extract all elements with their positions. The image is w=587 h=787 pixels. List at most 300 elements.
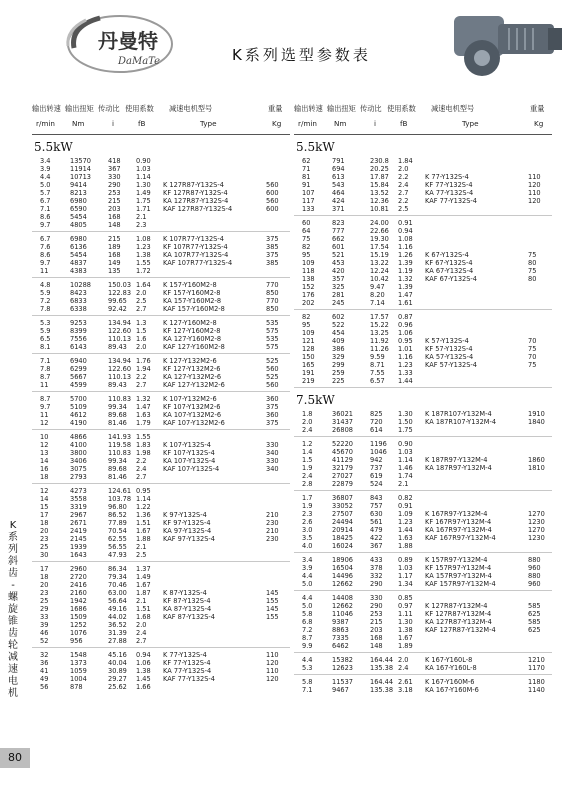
speed-cell: 56	[40, 683, 49, 691]
speed-cell: 8.7	[302, 634, 313, 642]
header-ratio: 传动比	[360, 104, 382, 113]
ratio-cell: 44.02	[108, 613, 127, 621]
ratio-cell: 77.89	[108, 519, 127, 527]
speed-cell: 11	[40, 267, 49, 275]
type-model: KA 187R107-Y132M-4	[425, 418, 497, 426]
ratio-cell: 825	[370, 410, 383, 418]
sf-cell: 0.96	[398, 321, 413, 329]
table-row	[294, 283, 552, 291]
type-model: K 97-Y132S-4	[163, 511, 207, 519]
sf-cell: 2.2	[398, 197, 409, 205]
sf-cell: 1.03	[398, 564, 413, 572]
speed-cell: 3.4	[302, 556, 313, 564]
sf-cell: 2.7	[398, 189, 409, 197]
sf-cell: 1.06	[136, 659, 151, 667]
table-row	[294, 518, 552, 526]
model-group	[32, 157, 290, 232]
sf-cell: 1.38	[136, 667, 151, 675]
ratio-cell: 47.93	[108, 551, 127, 559]
table-row	[32, 683, 290, 691]
ratio-cell: 13.22	[370, 259, 389, 267]
model-group	[32, 395, 290, 430]
torque-cell: 878	[70, 683, 83, 691]
torque-cell: 8213	[70, 189, 87, 197]
sf-cell: 1.64	[136, 281, 151, 289]
sf-cell: 1.39	[398, 283, 413, 291]
type-weight: 1230	[528, 518, 545, 526]
table-row	[32, 373, 290, 381]
table-row	[294, 534, 552, 542]
speed-cell: 1.8	[302, 410, 313, 418]
type-model: K 167-Y160M-6	[425, 678, 475, 686]
speed-cell: 5.0	[302, 580, 313, 588]
type-model: KA 77-Y132S-4	[425, 189, 474, 197]
header-torque: 输出扭矩	[327, 104, 356, 113]
type-model: KAF 167R97-Y132M-4	[425, 534, 496, 542]
table-row	[294, 602, 552, 610]
table-row	[294, 345, 552, 353]
torque-cell: 6980	[70, 197, 87, 205]
unit-type: Type	[200, 119, 217, 128]
torque-cell: 2416	[70, 581, 87, 589]
table-row	[294, 291, 552, 299]
torque-cell: 10288	[70, 281, 91, 289]
torque-cell: 41129	[332, 456, 353, 464]
torque-cell: 9253	[70, 319, 87, 327]
type-weight: 960	[528, 564, 541, 572]
speed-cell: 7.2	[302, 626, 313, 634]
torque-cell: 1509	[70, 613, 87, 621]
type-weight: 70	[528, 337, 537, 345]
torque-cell: 10713	[70, 173, 91, 181]
table-row	[294, 235, 552, 243]
type-weight: 560	[266, 181, 279, 189]
speed-cell: 20	[40, 581, 49, 589]
speed-cell: 15	[40, 503, 49, 511]
model-group	[294, 219, 552, 310]
header-sf: 使用系数	[387, 104, 416, 113]
unit-ratio: i	[374, 119, 376, 128]
ratio-cell: 15.19	[370, 251, 389, 259]
torque-cell: 36021	[332, 410, 353, 418]
sf-cell: 1.19	[398, 267, 413, 275]
ratio-cell: 614	[370, 426, 383, 434]
sf-cell: 1.34	[398, 580, 413, 588]
speed-cell: 17	[40, 511, 49, 519]
table-row	[294, 181, 552, 189]
ratio-cell: 29.27	[108, 675, 127, 683]
type-model: KA 87-Y132S-4	[163, 605, 212, 613]
ratio-cell: 737	[370, 464, 383, 472]
type-model: KA 157-Y160M2-8	[163, 297, 222, 305]
header-sf: 使用系数	[125, 104, 154, 113]
brand-logo	[60, 8, 190, 78]
speed-cell: 16	[40, 465, 49, 473]
torque-cell: 2671	[70, 519, 87, 527]
selection-table	[32, 100, 552, 776]
speed-cell: 64	[302, 227, 311, 235]
speed-cell: 71	[302, 165, 311, 173]
sf-cell: 1.03	[136, 165, 151, 173]
type-weight: 585	[528, 602, 541, 610]
speed-cell: 6.7	[40, 197, 51, 205]
table-row	[32, 629, 290, 637]
side-label-char: -	[11, 580, 15, 591]
sf-cell: 1.55	[136, 259, 151, 267]
gearmotor-image	[448, 6, 568, 80]
table-row	[294, 227, 552, 235]
torque-cell: 956	[70, 637, 83, 645]
speed-cell: 3.9	[302, 564, 313, 572]
type-model: KA 107-Y132M2-6	[163, 411, 222, 419]
type-weight: 880	[528, 556, 541, 564]
torque-cell: 11914	[70, 165, 91, 173]
ratio-cell: 149	[108, 259, 121, 267]
sf-cell: 1.03	[398, 448, 413, 456]
side-label-char: K	[9, 520, 17, 531]
sf-cell: 1.55	[136, 433, 151, 441]
sf-cell: 0.91	[398, 219, 413, 227]
torque-cell: 18906	[332, 556, 353, 564]
sf-cell: 2.2	[136, 457, 147, 465]
model-group	[294, 410, 552, 437]
table-row	[32, 659, 290, 667]
torque-cell: 454	[332, 329, 345, 337]
torque-cell: 694	[332, 165, 345, 173]
sf-cell: 1.49	[136, 573, 151, 581]
sf-cell: 2.1	[136, 597, 147, 605]
table-row	[294, 472, 552, 480]
torque-cell: 4805	[70, 221, 87, 229]
type-model: KF 157-Y160M2-8	[163, 289, 221, 297]
type-model: KF 97-Y132S-4	[163, 519, 211, 527]
speed-cell: 4.0	[302, 542, 313, 550]
ratio-cell: 135.38	[370, 686, 394, 694]
type-model: KAF 127-Y160M2-8	[163, 343, 225, 351]
table-row	[294, 321, 552, 329]
speed-cell: 5.8	[302, 610, 313, 618]
ratio-cell: 8.20	[370, 291, 385, 299]
torque-cell: 4273	[70, 487, 87, 495]
torque-cell: 225	[332, 377, 345, 385]
ratio-cell: 215	[370, 618, 383, 626]
table-row	[32, 503, 290, 511]
table-row	[32, 605, 290, 613]
type-weight: 145	[266, 589, 279, 597]
speed-cell: 4.8	[40, 281, 51, 289]
table-row	[32, 259, 290, 267]
type-weight: 850	[266, 305, 279, 313]
ratio-cell: 110.83	[108, 395, 132, 403]
type-model: KF 127R87-Y132M-4	[425, 610, 492, 618]
torque-cell: 613	[332, 173, 345, 181]
speed-cell: 52	[40, 637, 49, 645]
type-weight: 1840	[528, 418, 545, 426]
header-torque: 输出扭矩	[65, 104, 94, 113]
ratio-cell: 367	[370, 542, 383, 550]
speed-cell: 33	[40, 613, 49, 621]
ratio-cell: 19.30	[370, 235, 389, 243]
sf-cell: 1.47	[398, 291, 413, 299]
type-weight: 575	[266, 327, 279, 335]
table-row	[294, 377, 552, 385]
speed-cell: 8.7	[40, 373, 51, 381]
sf-cell: 2.0	[136, 343, 147, 351]
ratio-cell: 56.55	[108, 543, 127, 551]
ratio-cell: 150.03	[108, 281, 132, 289]
ratio-cell: 7.14	[370, 299, 385, 307]
ratio-cell: 96.80	[108, 503, 127, 511]
speed-cell: 25	[40, 597, 49, 605]
model-group	[294, 157, 552, 216]
table-row	[294, 580, 552, 588]
ratio-cell: 89.43	[108, 343, 127, 351]
type-weight: 585	[528, 618, 541, 626]
ratio-cell: 79.34	[108, 573, 127, 581]
unit-weight: Kg	[534, 119, 544, 128]
side-label-char: 旋	[8, 604, 18, 615]
type-weight: 75	[528, 345, 537, 353]
sf-cell: 1.5	[136, 327, 147, 335]
table-row	[294, 173, 552, 181]
table-row	[294, 251, 552, 259]
sf-cell: 2.5	[136, 297, 147, 305]
table-row	[294, 664, 552, 672]
table-row	[294, 510, 552, 518]
type-weight: 1270	[528, 510, 545, 518]
ratio-cell: 22.66	[370, 227, 389, 235]
type-model: KA 107-Y132S-4	[163, 457, 216, 465]
side-label	[6, 520, 20, 700]
sf-cell: 0.95	[136, 487, 151, 495]
torque-cell: 4837	[70, 259, 87, 267]
ratio-cell: 13.52	[370, 189, 389, 197]
speed-cell: 60	[302, 219, 311, 227]
torque-cell: 1942	[70, 597, 87, 605]
type-model: KA 127R87-Y132S-4	[163, 197, 229, 205]
sf-cell: 1.33	[398, 369, 413, 377]
type-model: KF 77-Y132S-4	[163, 659, 211, 667]
type-weight: 360	[266, 411, 279, 419]
torque-cell: 22879	[332, 480, 353, 488]
torque-cell: 8863	[332, 626, 349, 634]
torque-cell: 7556	[70, 335, 87, 343]
sf-cell: 1.76	[136, 357, 151, 365]
type-model: K 167R97-Y132M-4	[425, 510, 488, 518]
table-row	[32, 613, 290, 621]
sf-cell: 1.88	[136, 535, 151, 543]
speed-cell: 14	[40, 457, 49, 465]
header-type: 减速电机型号	[431, 104, 475, 113]
table-row	[32, 527, 290, 535]
torque-cell: 386	[332, 345, 345, 353]
torque-cell: 16024	[332, 542, 353, 550]
ratio-cell: 1196	[370, 440, 387, 448]
table-row	[32, 381, 290, 389]
type-weight: 1180	[528, 678, 545, 686]
speed-cell: 17	[40, 565, 49, 573]
speed-cell: 2.6	[302, 518, 313, 526]
speed-cell: 7.8	[40, 305, 51, 313]
table-row	[294, 329, 552, 337]
table-row	[294, 448, 552, 456]
speed-cell: 8.1	[40, 343, 51, 351]
speed-cell: 82	[302, 243, 311, 251]
page-header	[0, 0, 587, 88]
torque-cell: 5667	[70, 373, 87, 381]
type-weight: 340	[266, 449, 279, 457]
speed-cell: 10	[40, 433, 49, 441]
torque-cell: 2160	[70, 589, 87, 597]
sf-cell: 1.84	[398, 157, 413, 165]
table-row	[294, 656, 552, 664]
type-weight: 385	[266, 259, 279, 267]
sf-cell: 3.18	[398, 686, 413, 694]
table-row	[32, 621, 290, 629]
ratio-cell: 619	[370, 472, 383, 480]
sf-cell: 2.7	[136, 637, 147, 645]
type-model: KF 127R87-Y132S-4	[163, 189, 228, 197]
sf-cell: 1.32	[398, 275, 413, 283]
sf-cell: 1.49	[136, 189, 151, 197]
speed-cell: 7.1	[302, 686, 313, 694]
table-row	[32, 637, 290, 645]
torque-cell: 5700	[70, 395, 87, 403]
torque-cell: 52220	[332, 440, 353, 448]
unit-torque: Nm	[72, 119, 85, 128]
torque-cell: 329	[332, 353, 345, 361]
speed-cell: 2.4	[302, 472, 313, 480]
type-weight: 110	[266, 651, 279, 659]
sf-cell: 2.1	[398, 480, 409, 488]
speed-cell: 8.6	[40, 251, 51, 259]
torque-cell: 6940	[70, 357, 87, 365]
speed-cell: 39	[40, 621, 49, 629]
ratio-cell: 89.68	[108, 465, 127, 473]
ratio-cell: 524	[370, 480, 383, 488]
sf-cell: 1.45	[136, 675, 151, 683]
unit-type: Type	[462, 119, 479, 128]
table-row	[294, 502, 552, 510]
torque-cell: 5454	[70, 213, 87, 221]
torque-cell: 791	[332, 157, 345, 165]
table-row	[32, 403, 290, 411]
speed-cell: 8.7	[40, 395, 51, 403]
sf-cell: 1.66	[136, 683, 151, 691]
torque-cell: 464	[332, 189, 345, 197]
sf-cell: 1.72	[136, 267, 151, 275]
speed-cell: 30	[40, 551, 49, 559]
torque-cell: 4599	[70, 381, 87, 389]
sf-cell: 1.16	[398, 243, 413, 251]
table-row	[294, 618, 552, 626]
sf-cell: 1.98	[136, 449, 151, 457]
type-weight: 1270	[528, 526, 545, 534]
table-row	[32, 267, 290, 275]
speed-cell: 5.9	[40, 327, 51, 335]
sf-cell: 1.26	[398, 251, 413, 259]
type-weight: 375	[266, 403, 279, 411]
torque-cell: 36807	[332, 494, 353, 502]
table-row	[294, 361, 552, 369]
torque-cell: 2960	[70, 565, 87, 573]
ratio-cell: 110.13	[108, 373, 132, 381]
ratio-cell: 15.84	[370, 181, 389, 189]
table-row	[294, 369, 552, 377]
type-model: K 87-Y132S-4	[163, 589, 207, 597]
type-model: K 107-Y132M2-6	[163, 395, 217, 403]
type-weight: 375	[266, 235, 279, 243]
torque-cell: 6980	[70, 235, 87, 243]
table-row	[294, 426, 552, 434]
ratio-cell: 757	[370, 502, 383, 510]
table-row	[294, 686, 552, 694]
ratio-cell: 7.55	[370, 369, 385, 377]
ratio-cell: 720	[370, 418, 383, 426]
table-row	[294, 267, 552, 275]
speed-cell: 138	[302, 275, 315, 283]
ratio-cell: 81.46	[108, 419, 127, 427]
sf-cell: 1.06	[398, 329, 413, 337]
ratio-cell: 86.52	[108, 511, 127, 519]
speed-cell: 82	[302, 313, 311, 321]
table-row	[294, 642, 552, 650]
table-row	[294, 197, 552, 205]
model-group	[294, 494, 552, 553]
sf-cell: 1.14	[136, 173, 151, 181]
sf-cell: 2.7	[136, 473, 147, 481]
ratio-cell: 290	[108, 181, 121, 189]
sf-cell: 1.23	[398, 518, 413, 526]
table-row	[32, 543, 290, 551]
speed-cell: 1.2	[302, 440, 313, 448]
torque-cell: 4190	[70, 419, 87, 427]
type-weight: 1910	[528, 410, 545, 418]
table-row	[32, 511, 290, 519]
type-weight: 960	[528, 580, 541, 588]
sf-cell: 1.23	[136, 243, 151, 251]
sf-cell: 1.61	[398, 299, 413, 307]
speed-cell: 6.7	[40, 235, 51, 243]
type-weight: 525	[266, 373, 279, 381]
sf-cell: 1.75	[136, 197, 151, 205]
table-row	[294, 572, 552, 580]
type-weight: 120	[528, 181, 541, 189]
sf-cell: 0.89	[398, 556, 413, 564]
type-model: K 77-Y132S-4	[425, 173, 469, 181]
model-group	[32, 235, 290, 278]
sf-cell: 0.82	[398, 494, 413, 502]
speed-cell: 118	[302, 267, 315, 275]
torque-cell: 20914	[332, 526, 353, 534]
type-model: KA 77-Y132S-4	[163, 667, 212, 675]
ratio-cell: 418	[108, 157, 121, 165]
table-row	[294, 678, 552, 686]
ratio-cell: 148	[108, 221, 121, 229]
ratio-cell: 164.44	[370, 656, 394, 664]
table-row	[32, 243, 290, 251]
torque-cell: 409	[332, 337, 345, 345]
ratio-cell: 36.52	[108, 621, 127, 629]
side-label-char: 斜	[8, 556, 18, 567]
table-row	[294, 219, 552, 227]
ratio-cell: 12.24	[370, 267, 389, 275]
type-model: KAF 127R87-Y132S-4	[163, 205, 233, 213]
type-model: KAF 157R97-Y132M-4	[425, 580, 496, 588]
sf-cell: 2.7	[136, 381, 147, 389]
type-model: K 127R87-Y132S-4	[163, 181, 224, 189]
type-weight: 560	[266, 365, 279, 373]
